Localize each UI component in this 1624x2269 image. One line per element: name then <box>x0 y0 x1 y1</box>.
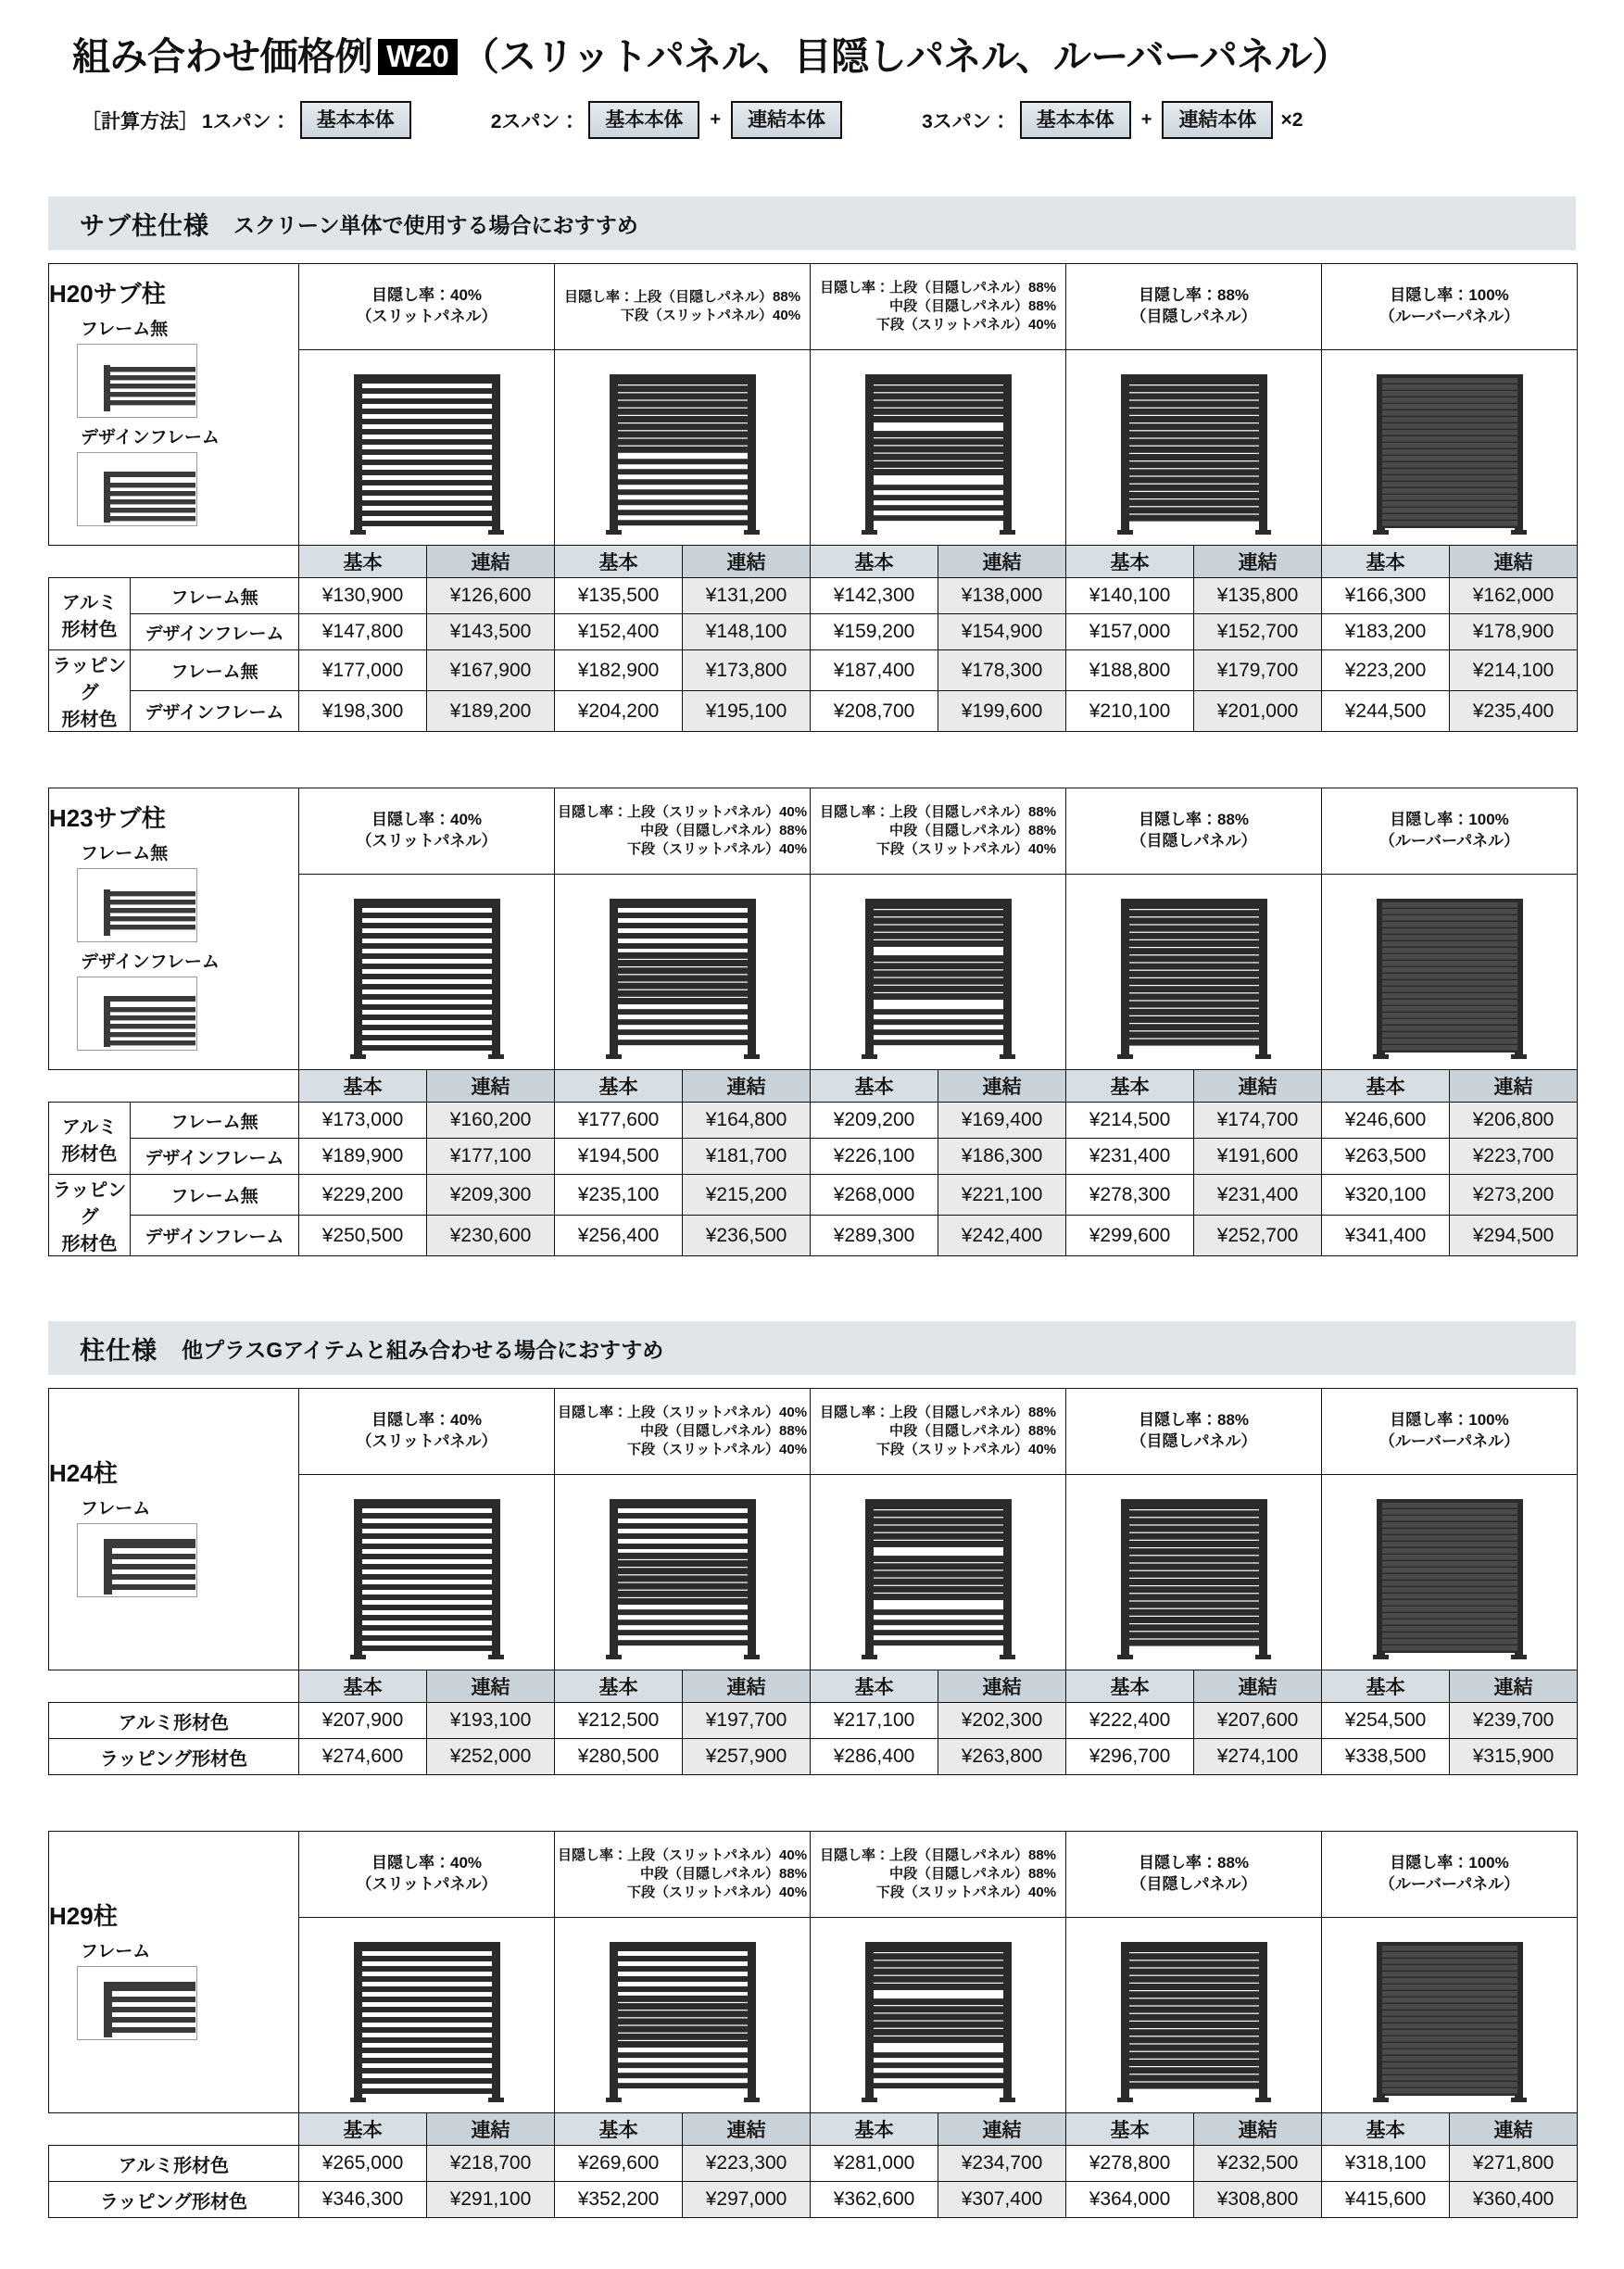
price-basic: ¥208,700 <box>811 691 938 732</box>
panel-image-solid <box>1066 1475 1322 1670</box>
subheader-basic-4: 基本 <box>1322 2113 1450 2146</box>
material-label: アルミ形材色 <box>49 2146 299 2182</box>
price-basic: ¥341,400 <box>1322 1216 1450 1256</box>
panel-image-mid-solid <box>555 875 811 1070</box>
subheader-basic-0: 基本 <box>299 1070 427 1103</box>
price-basic: ¥207,900 <box>299 1703 427 1739</box>
preview-box-designframe <box>77 452 197 526</box>
price-link: ¥307,400 <box>938 2182 1066 2218</box>
price-basic: ¥281,000 <box>811 2146 938 2182</box>
concealment-rate-3: 目隠し率：88% （目隠しパネル） <box>1066 1389 1322 1475</box>
price-basic: ¥142,300 <box>811 578 938 614</box>
price-table-H23サブ柱 <box>48 788 1578 1256</box>
subheader-basic-1: 基本 <box>555 546 683 578</box>
subheader-basic-2: 基本 <box>811 1670 938 1703</box>
price-row <box>49 578 1578 614</box>
section-subtitle: スクリーン単体で使用する場合におすすめ <box>233 212 638 237</box>
price-basic: ¥352,200 <box>555 2182 683 2218</box>
price-basic: ¥204,200 <box>555 691 683 732</box>
model-name-cell <box>49 264 299 546</box>
concealment-rate-4: 目隠し率：100% （ルーバーパネル） <box>1322 264 1578 350</box>
rate-header-row <box>49 264 1578 350</box>
price-basic: ¥263,500 <box>1322 1139 1450 1175</box>
section-subtitle: 他プラスGアイテムと組み合わせる場合におすすめ <box>182 1337 664 1362</box>
model-name: H20サブ柱 <box>49 280 166 309</box>
price-link: ¥230,600 <box>427 1216 555 1256</box>
price-link: ¥126,600 <box>427 578 555 614</box>
subheader-basic-0: 基本 <box>299 1670 427 1703</box>
chip-span2-link[interactable]: 連結本体 <box>731 101 842 139</box>
subheader-basic-3: 基本 <box>1066 546 1194 578</box>
section-band-1 <box>48 1321 1576 1375</box>
price-link: ¥181,700 <box>683 1139 811 1175</box>
section-title: 柱仕様 <box>80 1336 157 1365</box>
price-basic: ¥130,900 <box>299 578 427 614</box>
plus-sign-span2: + <box>710 109 722 131</box>
price-link: ¥252,700 <box>1194 1216 1322 1256</box>
material-label: アルミ 形材色 <box>49 1103 131 1175</box>
price-basic: ¥152,400 <box>555 614 683 650</box>
panel-image-solid <box>1066 350 1322 546</box>
material-label: ラッピング 形材色 <box>49 1175 131 1256</box>
price-row <box>49 614 1578 650</box>
price-basic: ¥280,500 <box>555 1739 683 1775</box>
price-basic: ¥278,300 <box>1066 1175 1194 1216</box>
frame-type-label: デザインフレーム <box>131 691 299 732</box>
subheader-row <box>49 546 1578 578</box>
price-link: ¥160,200 <box>427 1103 555 1139</box>
price-link: ¥231,400 <box>1194 1175 1322 1216</box>
preview-box-designframe <box>77 977 197 1051</box>
price-basic: ¥250,500 <box>299 1216 427 1256</box>
panel-image-solid <box>1066 875 1322 1070</box>
price-link: ¥209,300 <box>427 1175 555 1216</box>
price-link: ¥189,200 <box>427 691 555 732</box>
material-label: アルミ形材色 <box>49 1703 299 1739</box>
subheader-link-2: 連結 <box>938 1670 1066 1703</box>
price-basic: ¥209,200 <box>811 1103 938 1139</box>
concealment-rate-1: 目隠し率：上段（スリットパネル）40% 中段（目隠しパネル）88% 下段（スリットパネル）40% <box>555 788 811 875</box>
panel-image-upper-solid-3 <box>811 1918 1066 2113</box>
price-link: ¥138,000 <box>938 578 1066 614</box>
frame-type-label: デザインフレーム <box>131 1216 299 1256</box>
concealment-rate-1: 目隠し率：上段（スリットパネル）40% 中段（目隠しパネル）88% 下段（スリットパネル）40% <box>555 1832 811 1918</box>
price-basic: ¥265,000 <box>299 2146 427 2182</box>
frame-type-label: フレーム無 <box>131 1103 299 1139</box>
price-basic: ¥320,100 <box>1322 1175 1450 1216</box>
subheader-basic-0: 基本 <box>299 546 427 578</box>
price-row <box>49 1703 1578 1739</box>
panel-image-solid <box>1066 1918 1322 2113</box>
price-basic: ¥159,200 <box>811 614 938 650</box>
concealment-rate-3: 目隠し率：88% （目隠しパネル） <box>1066 1832 1322 1918</box>
preview-label-0: フレーム無 <box>81 320 169 340</box>
panel-image-upper-solid-3 <box>811 350 1066 546</box>
panel-image-louver <box>1322 1475 1578 1670</box>
price-link: ¥315,900 <box>1450 1739 1578 1775</box>
price-basic: ¥289,300 <box>811 1216 938 1256</box>
subheader-link-1: 連結 <box>683 2113 811 2146</box>
subheader-basic-2: 基本 <box>811 2113 938 2146</box>
subheader-basic-0: 基本 <box>299 2113 427 2146</box>
table-gap <box>0 732 1624 775</box>
chip-span2-basic[interactable]: 基本本体 <box>588 101 699 139</box>
price-basic: ¥223,200 <box>1322 650 1450 691</box>
price-basic: ¥231,400 <box>1066 1139 1194 1175</box>
price-table-H20サブ柱 <box>48 263 1578 732</box>
chip-span3-basic[interactable]: 基本本体 <box>1020 101 1131 139</box>
price-basic: ¥226,100 <box>811 1139 938 1175</box>
price-basic: ¥198,300 <box>299 691 427 732</box>
concealment-rate-0: 目隠し率：40% （スリットパネル） <box>299 264 555 350</box>
concealment-rate-0: 目隠し率：40% （スリットパネル） <box>299 1389 555 1475</box>
preview-box-noframe <box>77 868 197 942</box>
panel-image-mid-solid <box>555 1475 811 1670</box>
price-link: ¥206,800 <box>1450 1103 1578 1139</box>
price-basic: ¥212,500 <box>555 1703 683 1739</box>
price-link: ¥193,100 <box>427 1703 555 1739</box>
sections-container <box>0 196 1624 2218</box>
panel-image-mid-solid <box>555 1918 811 2113</box>
price-link: ¥152,700 <box>1194 614 1322 650</box>
price-link: ¥174,700 <box>1194 1103 1322 1139</box>
preview-stack <box>49 839 298 1058</box>
subheader-basic-3: 基本 <box>1066 1670 1194 1703</box>
subheader-spacer <box>49 2113 299 2146</box>
concealment-rate-0: 目隠し率：40% （スリットパネル） <box>299 788 555 875</box>
price-row <box>49 650 1578 691</box>
price-basic: ¥157,000 <box>1066 614 1194 650</box>
subheader-basic-2: 基本 <box>811 1070 938 1103</box>
price-link: ¥195,100 <box>683 691 811 732</box>
price-link: ¥242,400 <box>938 1216 1066 1256</box>
price-link: ¥207,600 <box>1194 1703 1322 1739</box>
price-link: ¥179,700 <box>1194 650 1322 691</box>
price-basic: ¥268,000 <box>811 1175 938 1216</box>
section-band-0 <box>48 196 1576 250</box>
material-label: ラッピング 形材色 <box>49 650 131 732</box>
price-link: ¥197,700 <box>683 1703 811 1739</box>
preview-stack <box>49 1937 298 2048</box>
price-basic: ¥140,100 <box>1066 578 1194 614</box>
price-link: ¥223,300 <box>683 2146 811 2182</box>
panel-image-slit <box>299 875 555 1070</box>
material-label: ラッピング形材色 <box>49 2182 299 2218</box>
price-link: ¥291,100 <box>427 2182 555 2218</box>
subheader-basic-4: 基本 <box>1322 1670 1450 1703</box>
model-name: H29柱 <box>49 1901 118 1930</box>
frame-type-label: フレーム無 <box>131 650 299 691</box>
model-name-cell <box>49 1389 299 1670</box>
price-basic: ¥286,400 <box>811 1739 938 1775</box>
subheader-spacer <box>49 546 299 578</box>
price-basic: ¥183,200 <box>1322 614 1450 650</box>
subheader-link-4: 連結 <box>1450 546 1578 578</box>
price-row <box>49 1139 1578 1175</box>
model-name-cell <box>49 788 299 1070</box>
price-link: ¥234,700 <box>938 2146 1066 2182</box>
subheader-spacer <box>49 1670 299 1703</box>
panel-image-louver <box>1322 875 1578 1070</box>
price-link: ¥199,600 <box>938 691 1066 732</box>
price-basic: ¥166,300 <box>1322 578 1450 614</box>
price-basic: ¥177,600 <box>555 1103 683 1139</box>
price-link: ¥178,900 <box>1450 614 1578 650</box>
price-link: ¥223,700 <box>1450 1139 1578 1175</box>
model-name: H23サブ柱 <box>49 804 166 833</box>
frame-type-label: デザインフレーム <box>131 1139 299 1175</box>
subheader-link-1: 連結 <box>683 546 811 578</box>
concealment-rate-4: 目隠し率：100% （ルーバーパネル） <box>1322 1389 1578 1475</box>
price-link: ¥164,800 <box>683 1103 811 1139</box>
concealment-rate-2: 目隠し率：上段（目隠しパネル）88% 中段（目隠しパネル）88% 下段（スリットパネル）40% <box>811 1389 1066 1475</box>
chip-span3-link[interactable]: 連結本体 <box>1162 101 1273 139</box>
price-link: ¥167,900 <box>427 650 555 691</box>
price-row <box>49 2182 1578 2218</box>
subheader-basic-4: 基本 <box>1322 1070 1450 1103</box>
concealment-rate-0: 目隠し率：40% （スリットパネル） <box>299 1832 555 1918</box>
chip-span1-basic[interactable]: 基本本体 <box>300 101 411 139</box>
subheader-basic-1: 基本 <box>555 1670 683 1703</box>
price-basic: ¥278,800 <box>1066 2146 1194 2182</box>
subheader-link-0: 連結 <box>427 1670 555 1703</box>
price-basic: ¥338,500 <box>1322 1739 1450 1775</box>
price-row <box>49 2146 1578 2182</box>
subheader-basic-1: 基本 <box>555 1070 683 1103</box>
price-link: ¥257,900 <box>683 1739 811 1775</box>
price-link: ¥215,200 <box>683 1175 811 1216</box>
price-basic: ¥217,100 <box>811 1703 938 1739</box>
price-row <box>49 1216 1578 1256</box>
price-basic: ¥299,600 <box>1066 1216 1194 1256</box>
price-link: ¥135,800 <box>1194 578 1322 614</box>
subheader-row <box>49 1670 1578 1703</box>
price-basic: ¥246,600 <box>1322 1103 1450 1139</box>
preview-label-1: デザインフレーム <box>81 952 220 973</box>
price-basic: ¥235,100 <box>555 1175 683 1216</box>
price-basic: ¥364,000 <box>1066 2182 1194 2218</box>
subheader-link-0: 連結 <box>427 1070 555 1103</box>
panel-image-louver <box>1322 350 1578 546</box>
price-basic: ¥269,600 <box>555 2146 683 2182</box>
price-link: ¥154,900 <box>938 614 1066 650</box>
price-link: ¥131,200 <box>683 578 811 614</box>
subheader-link-4: 連結 <box>1450 2113 1578 2146</box>
preview-box-frame <box>77 1966 197 2040</box>
panel-image-slit <box>299 1475 555 1670</box>
price-basic: ¥415,600 <box>1322 2182 1450 2218</box>
rate-header-row <box>49 1389 1578 1475</box>
price-basic: ¥256,400 <box>555 1216 683 1256</box>
subheader-link-0: 連結 <box>427 546 555 578</box>
price-link: ¥202,300 <box>938 1703 1066 1739</box>
subheader-link-2: 連結 <box>938 546 1066 578</box>
price-link: ¥308,800 <box>1194 2182 1322 2218</box>
price-basic: ¥254,500 <box>1322 1703 1450 1739</box>
concealment-rate-1: 目隠し率：上段（目隠しパネル）88% 下段（スリットパネル）40% <box>555 264 811 350</box>
subheader-link-3: 連結 <box>1194 546 1322 578</box>
price-table-H29柱 <box>48 1831 1578 2218</box>
preview-stack <box>49 1494 298 1605</box>
price-link: ¥297,000 <box>683 2182 811 2218</box>
plus-sign-span3: + <box>1140 109 1152 131</box>
price-basic: ¥274,600 <box>299 1739 427 1775</box>
preview-box-frame <box>77 1523 197 1597</box>
price-row <box>49 691 1578 732</box>
subheader-basic-3: 基本 <box>1066 2113 1194 2146</box>
price-link: ¥201,000 <box>1194 691 1322 732</box>
calculation-method-row <box>0 81 1624 139</box>
width-badge: W20 <box>378 39 458 75</box>
subheader-link-3: 連結 <box>1194 2113 1322 2146</box>
concealment-rate-2: 目隠し率：上段（目隠しパネル）88% 中段（目隠しパネル）88% 下段（スリットパネル）40% <box>811 788 1066 875</box>
subheader-link-3: 連結 <box>1194 1070 1322 1103</box>
price-basic: ¥362,600 <box>811 2182 938 2218</box>
page-title-main: 組み合わせ価格例 <box>72 35 372 78</box>
price-basic: ¥188,800 <box>1066 650 1194 691</box>
price-link: ¥148,100 <box>683 614 811 650</box>
panel-image-upper-solid-3 <box>811 875 1066 1070</box>
price-link: ¥177,100 <box>427 1139 555 1175</box>
panel-image-upper-solid-3 <box>811 1475 1066 1670</box>
preview-stack <box>49 315 298 534</box>
table-gap <box>0 1775 1624 1818</box>
price-link: ¥232,500 <box>1194 2146 1322 2182</box>
subheader-link-1: 連結 <box>683 1070 811 1103</box>
price-basic: ¥187,400 <box>811 650 938 691</box>
subheader-basic-4: 基本 <box>1322 546 1450 578</box>
price-link: ¥252,000 <box>427 1739 555 1775</box>
subheader-link-2: 連結 <box>938 1070 1066 1103</box>
panel-image-upper-solid-2 <box>555 350 811 546</box>
price-basic: ¥214,500 <box>1066 1103 1194 1139</box>
price-link: ¥191,600 <box>1194 1139 1322 1175</box>
price-table-H24柱 <box>48 1388 1578 1775</box>
price-row <box>49 1103 1578 1139</box>
price-basic: ¥296,700 <box>1066 1739 1194 1775</box>
panel-image-louver <box>1322 1918 1578 2113</box>
section-title: サブ柱仕様 <box>80 211 209 240</box>
price-link: ¥173,800 <box>683 650 811 691</box>
price-basic: ¥182,900 <box>555 650 683 691</box>
price-basic: ¥135,500 <box>555 578 683 614</box>
frame-type-label: フレーム無 <box>131 1175 299 1216</box>
price-link: ¥360,400 <box>1450 2182 1578 2218</box>
price-row <box>49 1739 1578 1775</box>
price-basic: ¥189,900 <box>299 1139 427 1175</box>
preview-label-0: フレーム無 <box>81 844 169 864</box>
price-basic: ¥177,000 <box>299 650 427 691</box>
rate-header-row <box>49 1832 1578 1918</box>
price-basic: ¥147,800 <box>299 614 427 650</box>
preview-label-1: デザインフレーム <box>81 428 220 448</box>
price-basic: ¥210,100 <box>1066 691 1194 732</box>
price-basic: ¥222,400 <box>1066 1703 1194 1739</box>
concealment-rate-3: 目隠し率：88% （目隠しパネル） <box>1066 788 1322 875</box>
price-link: ¥235,400 <box>1450 691 1578 732</box>
subheader-link-2: 連結 <box>938 2113 1066 2146</box>
subheader-link-4: 連結 <box>1450 1670 1578 1703</box>
concealment-rate-3: 目隠し率：88% （目隠しパネル） <box>1066 264 1322 350</box>
page-title-suffix: （スリットパネル、目隠しパネル、ルーバーパネル） <box>460 35 1350 78</box>
concealment-rate-1: 目隠し率：上段（スリットパネル）40% 中段（目隠しパネル）88% 下段（スリットパネル）40% <box>555 1389 811 1475</box>
concealment-rate-2: 目隠し率：上段（目隠しパネル）88% 中段（目隠しパネル）88% 下段（スリットパネル）40% <box>811 1832 1066 1918</box>
price-link: ¥186,300 <box>938 1139 1066 1175</box>
price-link: ¥273,200 <box>1450 1175 1578 1216</box>
material-label: ラッピング形材色 <box>49 1739 299 1775</box>
subheader-basic-1: 基本 <box>555 2113 683 2146</box>
span1-label: 1スパン： <box>202 110 291 132</box>
subheader-basic-2: 基本 <box>811 546 938 578</box>
price-link: ¥263,800 <box>938 1739 1066 1775</box>
preview-label-0: フレーム <box>81 1941 151 1961</box>
preview-label-0: フレーム <box>81 1498 151 1519</box>
price-row <box>49 1175 1578 1216</box>
panel-image-slit <box>299 1918 555 2113</box>
span2-label: 2スパン： <box>490 110 580 132</box>
concealment-rate-2: 目隠し率：上段（目隠しパネル）88% 中段（目隠しパネル）88% 下段（スリットパネル）40% <box>811 264 1066 350</box>
concealment-rate-4: 目隠し率：100% （ルーバーパネル） <box>1322 1832 1578 1918</box>
preview-box-noframe <box>77 344 197 418</box>
frame-type-label: フレーム無 <box>131 578 299 614</box>
model-name: H24柱 <box>49 1458 118 1487</box>
price-basic: ¥173,000 <box>299 1103 427 1139</box>
price-link: ¥218,700 <box>427 2146 555 2182</box>
span3-label: 3スパン： <box>922 110 1011 132</box>
price-link: ¥221,100 <box>938 1175 1066 1216</box>
price-link: ¥274,100 <box>1194 1739 1322 1775</box>
price-basic: ¥229,200 <box>299 1175 427 1216</box>
rate-header-row <box>49 788 1578 875</box>
price-link: ¥239,700 <box>1450 1703 1578 1739</box>
subheader-link-1: 連結 <box>683 1670 811 1703</box>
price-basic: ¥318,100 <box>1322 2146 1450 2182</box>
frame-type-label: デザインフレーム <box>131 614 299 650</box>
page-title <box>0 0 1624 81</box>
panel-image-slit <box>299 350 555 546</box>
price-basic: ¥244,500 <box>1322 691 1450 732</box>
subheader-link-3: 連結 <box>1194 1670 1322 1703</box>
subheader-link-4: 連結 <box>1450 1070 1578 1103</box>
model-name-cell <box>49 1832 299 2113</box>
price-link: ¥143,500 <box>427 614 555 650</box>
price-link: ¥169,400 <box>938 1103 1066 1139</box>
price-link: ¥178,300 <box>938 650 1066 691</box>
subheader-spacer <box>49 1070 299 1103</box>
calculation-method-label: ［計算方法］ <box>82 110 198 132</box>
subheader-basic-3: 基本 <box>1066 1070 1194 1103</box>
subheader-row <box>49 1070 1578 1103</box>
price-basic: ¥346,300 <box>299 2182 427 2218</box>
material-label: アルミ 形材色 <box>49 578 131 650</box>
price-link: ¥214,100 <box>1450 650 1578 691</box>
price-link: ¥236,500 <box>683 1216 811 1256</box>
concealment-rate-4: 目隠し率：100% （ルーバーパネル） <box>1322 788 1578 875</box>
multiplier-span3: ×2 <box>1280 108 1303 131</box>
subheader-link-0: 連結 <box>427 2113 555 2146</box>
price-link: ¥294,500 <box>1450 1216 1578 1256</box>
price-link: ¥162,000 <box>1450 578 1578 614</box>
price-link: ¥271,800 <box>1450 2146 1578 2182</box>
subheader-row <box>49 2113 1578 2146</box>
price-basic: ¥194,500 <box>555 1139 683 1175</box>
